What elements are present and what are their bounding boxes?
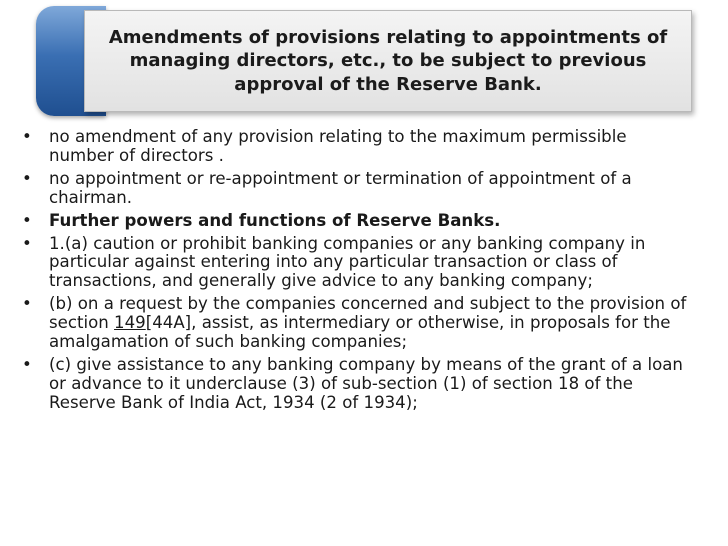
- bullet-text: no appointment or re-appointment or termination of appointment of a chairman.: [49, 168, 632, 207]
- bullet-list: [22, 128, 692, 417]
- title-banner: [36, 6, 694, 116]
- bullet-dot-icon: •: [22, 210, 32, 230]
- bullet-text-after: [44A], assist, as intermediary or otherwise, in proposals for the amalgamation of such banking companies;: [49, 313, 671, 352]
- bullet-dot-icon: •: [22, 354, 32, 374]
- bullet-dot-icon: •: [22, 127, 32, 146]
- bullet-text-before: (b) on a request by the companies concerned and subject to the provision of section: [49, 294, 687, 333]
- bullet-item: [22, 235, 692, 292]
- bullet-text: Further powers and functions of Reserve Banks.: [49, 210, 501, 230]
- bullet-item: [22, 356, 692, 413]
- bullet-item: [22, 170, 692, 208]
- bullet-text: no amendment of any provision relating to the maximum permissible number of directors .: [49, 127, 627, 165]
- bullet-item: [22, 128, 692, 166]
- bullet-text: (c) give assistance to any banking company by means of the grant of a loan or advance to it underclause (3) of sub-section (1) of section 18 of the Reserve Bank of India Act, 1934 (2 of 1934);: [49, 354, 683, 412]
- bullet-dot-icon: •: [22, 168, 32, 188]
- bullet-text: 1.(a) caution or prohibit banking companies or any banking company in particular against entering into any particular transaction or class of transactions, and generally give advice to any banking company;: [49, 233, 646, 291]
- bullet-item-heading: [22, 212, 692, 231]
- bullet-text: [49, 294, 686, 351]
- bullet-item: [22, 295, 692, 352]
- slide-title: Amendments of provisions relating to appointments of managing directors, etc., to be subject to previous approval of the Reserve Bank.: [108, 27, 668, 95]
- bullet-dot-icon: •: [22, 294, 32, 314]
- section-149-link[interactable]: 149: [114, 313, 146, 333]
- title-box: [84, 10, 692, 112]
- bullet-dot-icon: •: [22, 233, 32, 253]
